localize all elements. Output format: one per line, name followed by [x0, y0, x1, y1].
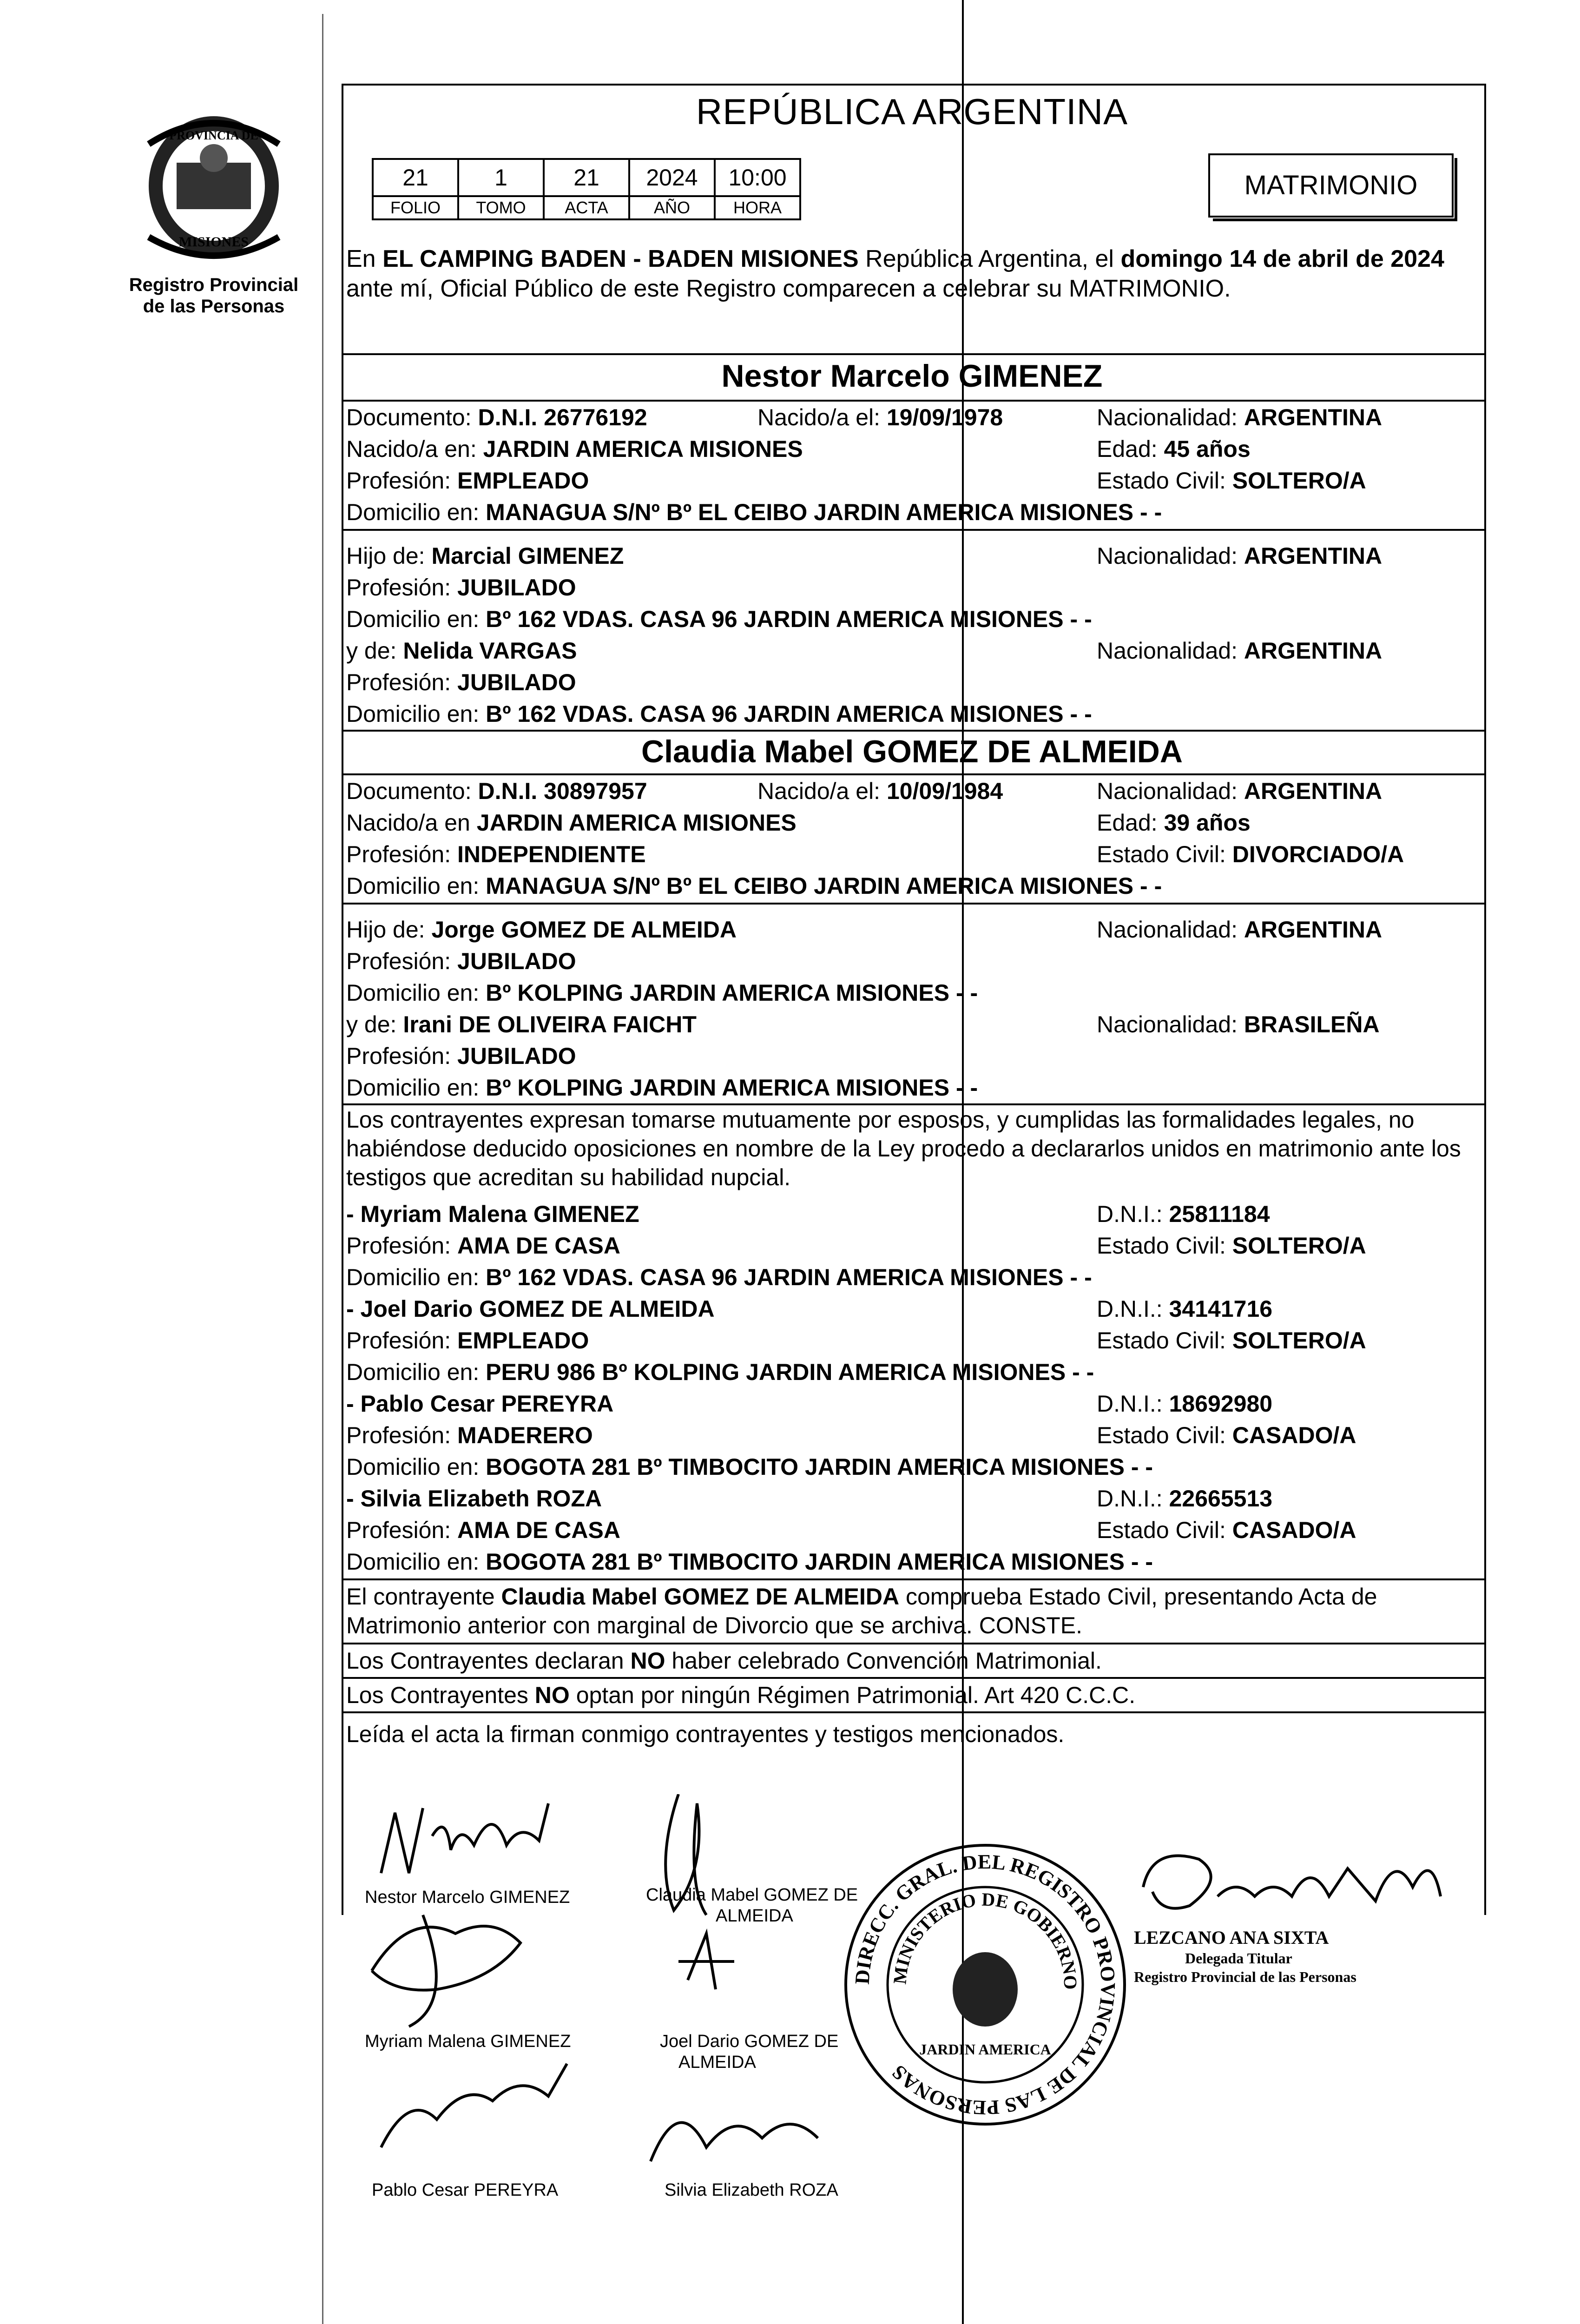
stamp-inner-text: MINISTERIO DE GOBIERNO [889, 1888, 1081, 1990]
testigo-3-dni: D.N.I.: 18692980 [1097, 1391, 1273, 1417]
signature-t1 [372, 1915, 520, 2027]
testigo-4-name: - Silvia Elizabeth ROZA [346, 1486, 602, 1512]
rule-before-c1 [342, 353, 1484, 355]
contrayente-1-name: Nestor Marcelo GIMENEZ [721, 358, 1103, 394]
contrayente-2-name: Claudia Mabel GOMEZ DE ALMEIDA [641, 734, 1183, 769]
signature-t4 [651, 2123, 818, 2161]
testigo-4-dom: Domicilio en: BOGOTA 281 Bº TIMBOCITO JARDIN AMERICA MISIONES - - [346, 1549, 1153, 1575]
c1-estado: Estado Civil: SOLTERO/A [1097, 468, 1366, 494]
testigo-1-dni: D.N.I.: 25811184 [1097, 1201, 1270, 1227]
rule-c1-end [342, 730, 1484, 732]
intro-text-2: República Argentina, el [858, 245, 1121, 272]
frame-top-rule [342, 84, 1484, 86]
testigo-1-dom: Domicilio en: Bº 162 VDAS. CASA 96 JARDIN AMERICA MISIONES - - [346, 1264, 1092, 1290]
c1-nacido-el: Nacido/a el: 19/09/1978 [757, 404, 1003, 430]
testigo-2-dom: Domicilio en: PERU 986 Bº KOLPING JARDIN AMERICA MISIONES - - [346, 1359, 1094, 1385]
folio-label: FOLIO [373, 196, 458, 219]
testigo-1-prof: Profesión: AMA DE CASA [346, 1233, 620, 1259]
rule-regimen [342, 1711, 1484, 1713]
testigo-4-dni: D.N.I.: 22665513 [1097, 1486, 1273, 1512]
testigo-1-estado: Estado Civil: SOLTERO/A [1097, 1233, 1366, 1259]
c1-nacionalidad: Nacionalidad: ARGENTINA [1097, 404, 1382, 430]
registro-stamp-icon [836, 1836, 1134, 2133]
testigo-2-prof: Profesión: EMPLEADO [346, 1327, 589, 1353]
intro-place: EL CAMPING BADEN - BADEN MISIONES [382, 245, 859, 272]
logo-caption [116, 274, 311, 317]
firma-t2-label-1: Joel Dario GOMEZ DE [660, 2032, 839, 2051]
margin-rule [322, 14, 323, 2324]
rule-c1-name [342, 400, 1484, 402]
c1-madre: y de: Nelida VARGAS [346, 638, 577, 664]
cierre-text: Leída el acta la firman conmigo contrayentes y testigos mencionados. [346, 1721, 1065, 1747]
oficial-name: LEZCANO ANA SIXTA [1134, 1927, 1329, 1948]
stamp-outer-text: DIRECC. GRAL. DEL REGISTRO PROVINCIAL DE LAS PERSONAS [850, 1850, 1120, 2119]
c2-padre-dom: Domicilio en: Bº KOLPING JARDIN AMERICA MISIONES - - [346, 980, 978, 1006]
c1-nacido-en: Nacido/a en: JARDIN AMERICA MISIONES [346, 436, 803, 462]
testigo-4-prof: Profesión: AMA DE CASA [346, 1517, 620, 1543]
c1-madre-prof: Profesión: JUBILADO [346, 669, 576, 695]
oficial-org: Registro Provincial de las Personas [1134, 1968, 1356, 1985]
signatures-scribbles [353, 1794, 864, 2212]
intro-paragraph [346, 244, 1480, 304]
firma-t2-label-2: ALMEIDA [678, 2053, 756, 2072]
firma-c2-label-2: ALMEIDA [716, 1906, 793, 1926]
c1-madre-dom: Domicilio en: Bº 162 VDAS. CASA 96 JARDIN AMERICA MISIONES - - [346, 701, 1092, 727]
folio-value: 21 [373, 159, 458, 196]
folio-table [372, 158, 801, 220]
testigo-3-name: - Pablo Cesar PEREYRA [346, 1391, 614, 1417]
declaracion-paragraph: Los contrayentes expresan tomarse mutuamente por esposos, y cumplidas las formalidades legales, no habiéndose deducido oposiciones en nombre de la Ley procedo a declararlos unidos en matrimonio ante los testigos que acreditan su habilidad nupcial. [346, 1107, 1461, 1190]
c2-nacionalidad: Nacionalidad: ARGENTINA [1097, 778, 1382, 804]
intro-date-1: domingo 14 de abril [1120, 245, 1349, 272]
page-title: REPÚBLICA ARGENTINA [696, 91, 1128, 132]
regimen-text: Los Contrayentes NO optan por ningún Régimen Patrimonial. Art 420 C.C.C. [346, 1682, 1136, 1708]
testigo-2-name: - Joel Dario GOMEZ DE ALMEIDA [346, 1296, 715, 1322]
logo-caption-line2: de las Personas [143, 296, 285, 317]
oficial-block [1134, 1841, 1478, 1986]
c1-padre-prof: Profesión: JUBILADO [346, 574, 576, 601]
rule-c2-dom [342, 903, 1484, 905]
signature-c1 [381, 1803, 548, 1873]
hora-label: HORA [715, 196, 800, 219]
rule-c2-name [342, 773, 1484, 775]
seal-top-text: PROVINCIA DE [169, 129, 258, 142]
c1-documento: Documento: D.N.I. 26776192 [346, 404, 647, 430]
seal-icon [116, 107, 311, 274]
c1-profesion: Profesión: EMPLEADO [346, 468, 589, 494]
testigo-2-dni: D.N.I.: 34141716 [1097, 1296, 1273, 1322]
c2-nacido-en: Nacido/a en JARDIN AMERICA MISIONES [346, 810, 797, 836]
c2-documento: Documento: D.N.I. 30897957 [346, 778, 647, 804]
c2-madre: y de: Irani DE OLIVEIRA FAICHT [346, 1011, 697, 1037]
c2-padre-nac: Nacionalidad: ARGENTINA [1097, 917, 1382, 943]
rule-convencion [342, 1677, 1484, 1679]
stamp-bottom-text: JARDIN AMERICA [919, 2041, 1051, 2058]
tomo-value: 1 [458, 159, 544, 196]
c2-madre-dom: Domicilio en: Bº KOLPING JARDIN AMERICA MISIONES - - [346, 1075, 978, 1101]
c1-domicilio: Domicilio en: MANAGUA S/Nº Bº EL CEIBO JARDIN AMERICA MISIONES - - [346, 499, 1162, 525]
c2-nacido-el: Nacido/a el: 10/09/1984 [757, 778, 1003, 804]
firma-c1-label: Nestor Marcelo GIMENEZ [365, 1888, 570, 1907]
c2-domicilio: Domicilio en: MANAGUA S/Nº Bº EL CEIBO JARDIN AMERICA MISIONES - - [346, 873, 1162, 899]
anio-value: 2024 [629, 159, 715, 196]
testigo-3-estado: Estado Civil: CASADO/A [1097, 1422, 1356, 1448]
act-type-box: MATRIMONIO [1208, 153, 1454, 218]
c2-padre-prof: Profesión: JUBILADO [346, 948, 576, 974]
c1-madre-nac: Nacionalidad: ARGENTINA [1097, 638, 1382, 664]
intro-text-3: ante mí, Oficial Público de este Registro comparecen a celebrar su MATRIMONIO. [346, 275, 1231, 302]
c1-padre: Hijo de: Marcial GIMENEZ [346, 543, 624, 569]
c2-madre-prof: Profesión: JUBILADO [346, 1043, 576, 1069]
signature-t2 [678, 1934, 734, 1989]
oficial-signature [1134, 1841, 1478, 1924]
testigo-3-dom: Domicilio en: BOGOTA 281 Bº TIMBOCITO JARDIN AMERICA MISIONES - - [346, 1454, 1153, 1480]
signature-t3 [381, 2064, 567, 2147]
oficial-role: Delegada Titular [1185, 1950, 1292, 1967]
c2-estado: Estado Civil: DIVORCIADO/A [1097, 841, 1404, 867]
c1-edad: Edad: 45 años [1097, 436, 1251, 462]
convencion-text: Los Contrayentes declaran NO haber celebrado Convención Matrimonial. [346, 1648, 1102, 1674]
c2-padre: Hijo de: Jorge GOMEZ DE ALMEIDA [346, 917, 737, 943]
c1-padre-nac: Nacionalidad: ARGENTINA [1097, 543, 1382, 569]
c2-edad: Edad: 39 años [1097, 810, 1251, 836]
rule-c1-dom [342, 529, 1484, 531]
logo-caption-line1: Registro Provincial [129, 275, 299, 295]
c2-madre-nac: Nacionalidad: BRASILEÑA [1097, 1011, 1380, 1037]
nota-estado-civil: El contrayente Claudia Mabel GOMEZ DE ALMEIDA comprueba Estado Civil, presentando Acta de Matrimonio anterior con marginal de Divorcio que se archiva. CONSTE. [346, 1584, 1377, 1638]
hora-value: 10:00 [715, 159, 800, 196]
firma-c2-label-1: Claudia Mabel GOMEZ DE [646, 1885, 858, 1905]
rule-testigos-end [342, 1578, 1484, 1580]
acta-label: ACTA [544, 196, 629, 219]
testigo-4-estado: Estado Civil: CASADO/A [1097, 1517, 1356, 1543]
acta-value: 21 [544, 159, 629, 196]
intro-date-2: de 2024 [1356, 245, 1444, 272]
testigo-3-prof: Profesión: MADERERO [346, 1422, 593, 1448]
firma-t1-label: Myriam Malena GIMENEZ [365, 2032, 571, 2051]
intro-text-1: En [346, 245, 383, 272]
testigo-2-estado: Estado Civil: SOLTERO/A [1097, 1327, 1366, 1353]
firma-t3-label: Pablo Cesar PEREYRA [372, 2180, 559, 2200]
firma-t4-label: Silvia Elizabeth ROZA [665, 2180, 838, 2200]
anio-label: AÑO [629, 196, 715, 219]
tomo-label: TOMO [458, 196, 544, 219]
testigo-1-name: - Myriam Malena GIMENEZ [346, 1201, 639, 1227]
c1-padre-dom: Domicilio en: Bº 162 VDAS. CASA 96 JARDIN AMERICA MISIONES - - [346, 606, 1092, 632]
seal-bottom-text: MISIONES [178, 234, 249, 250]
rule-nota-end [342, 1643, 1484, 1644]
c2-profesion: Profesión: INDEPENDIENTE [346, 841, 646, 867]
